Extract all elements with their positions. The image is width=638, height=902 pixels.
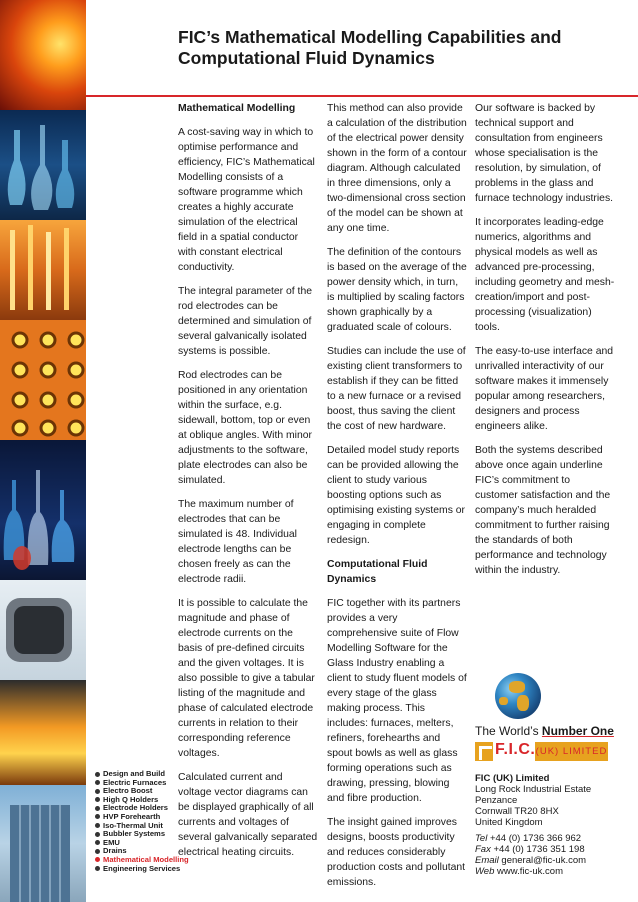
nav-item-drains[interactable]: Drains bbox=[95, 847, 195, 856]
glass-bottles-image bbox=[0, 440, 86, 580]
address-line: United Kingdom bbox=[475, 817, 543, 828]
contact-block bbox=[475, 773, 625, 877]
left-image-strip bbox=[0, 0, 86, 902]
mathematical-modelling-heading: Mathematical Modelling bbox=[178, 103, 296, 114]
glassware-image bbox=[0, 110, 86, 220]
device-graphic bbox=[0, 580, 86, 680]
globe-icon bbox=[495, 673, 541, 719]
nav-item-engineering-services[interactable]: Engineering Services bbox=[95, 865, 195, 874]
paragraph: The definition of the contours is based on the average of the power density which, in turn, is multiplied by scaling factors shown graphically by a graduated scale of colours. bbox=[327, 247, 467, 333]
logo-wordmark: F.I.C. bbox=[495, 741, 536, 758]
office-building-image bbox=[0, 785, 86, 902]
furnace-interior-image bbox=[0, 680, 86, 785]
paragraph: The integral parameter of the rod electrodes can be determined and simulation of several galvanically isolated systems is possible. bbox=[178, 286, 312, 357]
page-title-line-2: Computational Fluid Dynamics bbox=[178, 48, 435, 68]
paragraph: A cost-saving way in which to optimise performance and efficiency, FIC’s Mathematical Modelling consists of a software programme which creates a highly accurate simulation of the electrical field in a spatial conductor with constant electrical conductivity. bbox=[178, 127, 315, 273]
glass-flasks-graphic bbox=[0, 110, 86, 220]
paragraph: Rod electrodes can be positioned in any orientation within the surface, e.g. sidewall, bottom, top or even at oblique angles. With minor adjustments to the software, plate electrodes can also be simulated. bbox=[178, 370, 312, 486]
fic-logo-mark-icon bbox=[475, 742, 493, 761]
telephone-line: Tel +44 (0) 1736 366 962 bbox=[475, 833, 582, 844]
nav-item-electric-furnaces[interactable]: Electric Furnaces bbox=[95, 779, 195, 788]
tagline-prefix: The World’s bbox=[475, 724, 542, 738]
nav-item-bubbler-systems[interactable]: Bubbler Systems bbox=[95, 830, 195, 839]
paragraph: Calculated current and voltage vector diagrams can be displayed graphically of all currents and voltages of several galvanically separated electrical heating circuits. bbox=[178, 772, 318, 858]
paragraph: This method can also provide a calculation of the distribution of the electrical power density shown in the form of a contour diagram. Although calculated in three dimensions, only a two-dimensional cross section of the model can be shown at any one time. bbox=[327, 103, 467, 234]
cfd-heading: Computational Fluid Dynamics bbox=[327, 559, 428, 585]
sensor-device-image bbox=[0, 580, 86, 680]
building-graphic bbox=[0, 785, 86, 902]
nav-item-high-q-holders[interactable]: High Q Holders bbox=[95, 796, 195, 805]
product-nav-list bbox=[95, 770, 195, 873]
nav-item-emu[interactable]: EMU bbox=[95, 839, 195, 848]
logo-suffix: (UK) LIMITED bbox=[535, 742, 608, 761]
column-3 bbox=[475, 101, 615, 587]
electrode-rods-graphic bbox=[0, 220, 86, 320]
paragraph: The maximum number of electrodes that can be simulated is 48. Individual electrode lengths can be chosen freely as can the electrode radii. bbox=[178, 499, 297, 585]
page-title-line-1: FIC’s Mathematical Modelling Capabilities and bbox=[178, 27, 562, 47]
molten-glass-image bbox=[0, 0, 86, 110]
nav-item-mathematical-modelling[interactable]: Mathematical Modelling bbox=[95, 856, 195, 865]
column-1 bbox=[178, 101, 318, 869]
electrode-array-image bbox=[0, 320, 86, 440]
email-link[interactable]: general@fic-uk.com bbox=[501, 855, 587, 866]
email-line: Email general@fic-uk.com bbox=[475, 855, 587, 866]
paragraph: FIC together with its partners provides a very comprehensive suite of Flow Modelling Software for the Glass Industry enabling a client to study fluent models of every stage of the glass making process. This includes: furnaces, melters, refiners, forehearths and spout bowls as well as glass forming operations such as drawing, pressing, blowing and fibre production. bbox=[327, 598, 467, 804]
web-line: Web www.fic-uk.com bbox=[475, 866, 563, 877]
paragraph: Detailed model study reports can be provided allowing the client to study various boosting options such as optimising existing systems or engaging in complete redesign. bbox=[327, 445, 466, 546]
address-line: Long Rock Industrial Estate bbox=[475, 784, 592, 795]
paragraph: It incorporates leading-edge numerics, algorithms and physical models as well as advanced pre-processing, including geometry and mesh-creation/import and post-processing (visualization) tools. bbox=[475, 217, 615, 333]
header-divider bbox=[86, 95, 638, 97]
telephone-number[interactable]: +44 (0) 1736 366 962 bbox=[489, 833, 582, 844]
page-title bbox=[178, 27, 618, 69]
electrode-glow-image bbox=[0, 220, 86, 320]
address-line: Cornwall TR20 8HX bbox=[475, 806, 559, 817]
paragraph: The easy-to-use interface and unrivalled interactivity of our software makes it immensely popular among researchers, designers and process engineers alike. bbox=[475, 346, 614, 432]
company-name: FIC (UK) Limited bbox=[475, 773, 550, 784]
nav-item-iso-thermal-unit[interactable]: Iso-Thermal Unit bbox=[95, 822, 195, 831]
nav-item-design-and-build[interactable]: Design and Build bbox=[95, 770, 195, 779]
address-line: Penzance bbox=[475, 795, 518, 806]
paragraph: Studies can include the use of existing client transformers to establish if they can be fitted to a new furnace or a revised boost, thus saving the client the cost of new hardware. bbox=[327, 346, 466, 432]
tagline-emphasis: Number One bbox=[541, 724, 614, 738]
website-link[interactable]: www.fic-uk.com bbox=[497, 866, 563, 877]
nav-item-hvp-forehearth[interactable]: HVP Forehearth bbox=[95, 813, 195, 822]
fax-number: +44 (0) 1736 351 198 bbox=[493, 844, 585, 855]
column-2 bbox=[327, 101, 467, 899]
bottles-graphic bbox=[0, 440, 86, 580]
paragraph: Our software is backed by technical support and consultation from engineers whose specialisation is the resolution, by simulation, of problems in the glass and furnace technology industries. bbox=[475, 103, 614, 204]
paragraph: Both the systems described above once again underline FIC’s commitment to customer satisfaction and the company’s much heralded commitment to further raising the standards of both performance and technology within the industry. bbox=[475, 445, 611, 576]
nav-item-electro-boost[interactable]: Electro Boost bbox=[95, 787, 195, 796]
nav-item-electrode-holders[interactable]: Electrode Holders bbox=[95, 804, 195, 813]
paragraph: The insight gained improves designs, boosts productivity and reduces considerably production costs and pollutant emissions. bbox=[327, 817, 466, 888]
paragraph: It is possible to calculate the magnitude and phase of electrode currents on the basis of pre-defined circuits and the given voltages. It is also possible to give a tabular listing of the magnitude and phase of calculated electrode currents in relation to their corresponding reference voltages. bbox=[178, 598, 315, 759]
electrode-circles-graphic bbox=[0, 320, 86, 440]
tagline bbox=[475, 724, 614, 738]
fax-line: Fax +44 (0) 1736 351 198 bbox=[475, 844, 585, 855]
fic-logo bbox=[475, 742, 608, 761]
